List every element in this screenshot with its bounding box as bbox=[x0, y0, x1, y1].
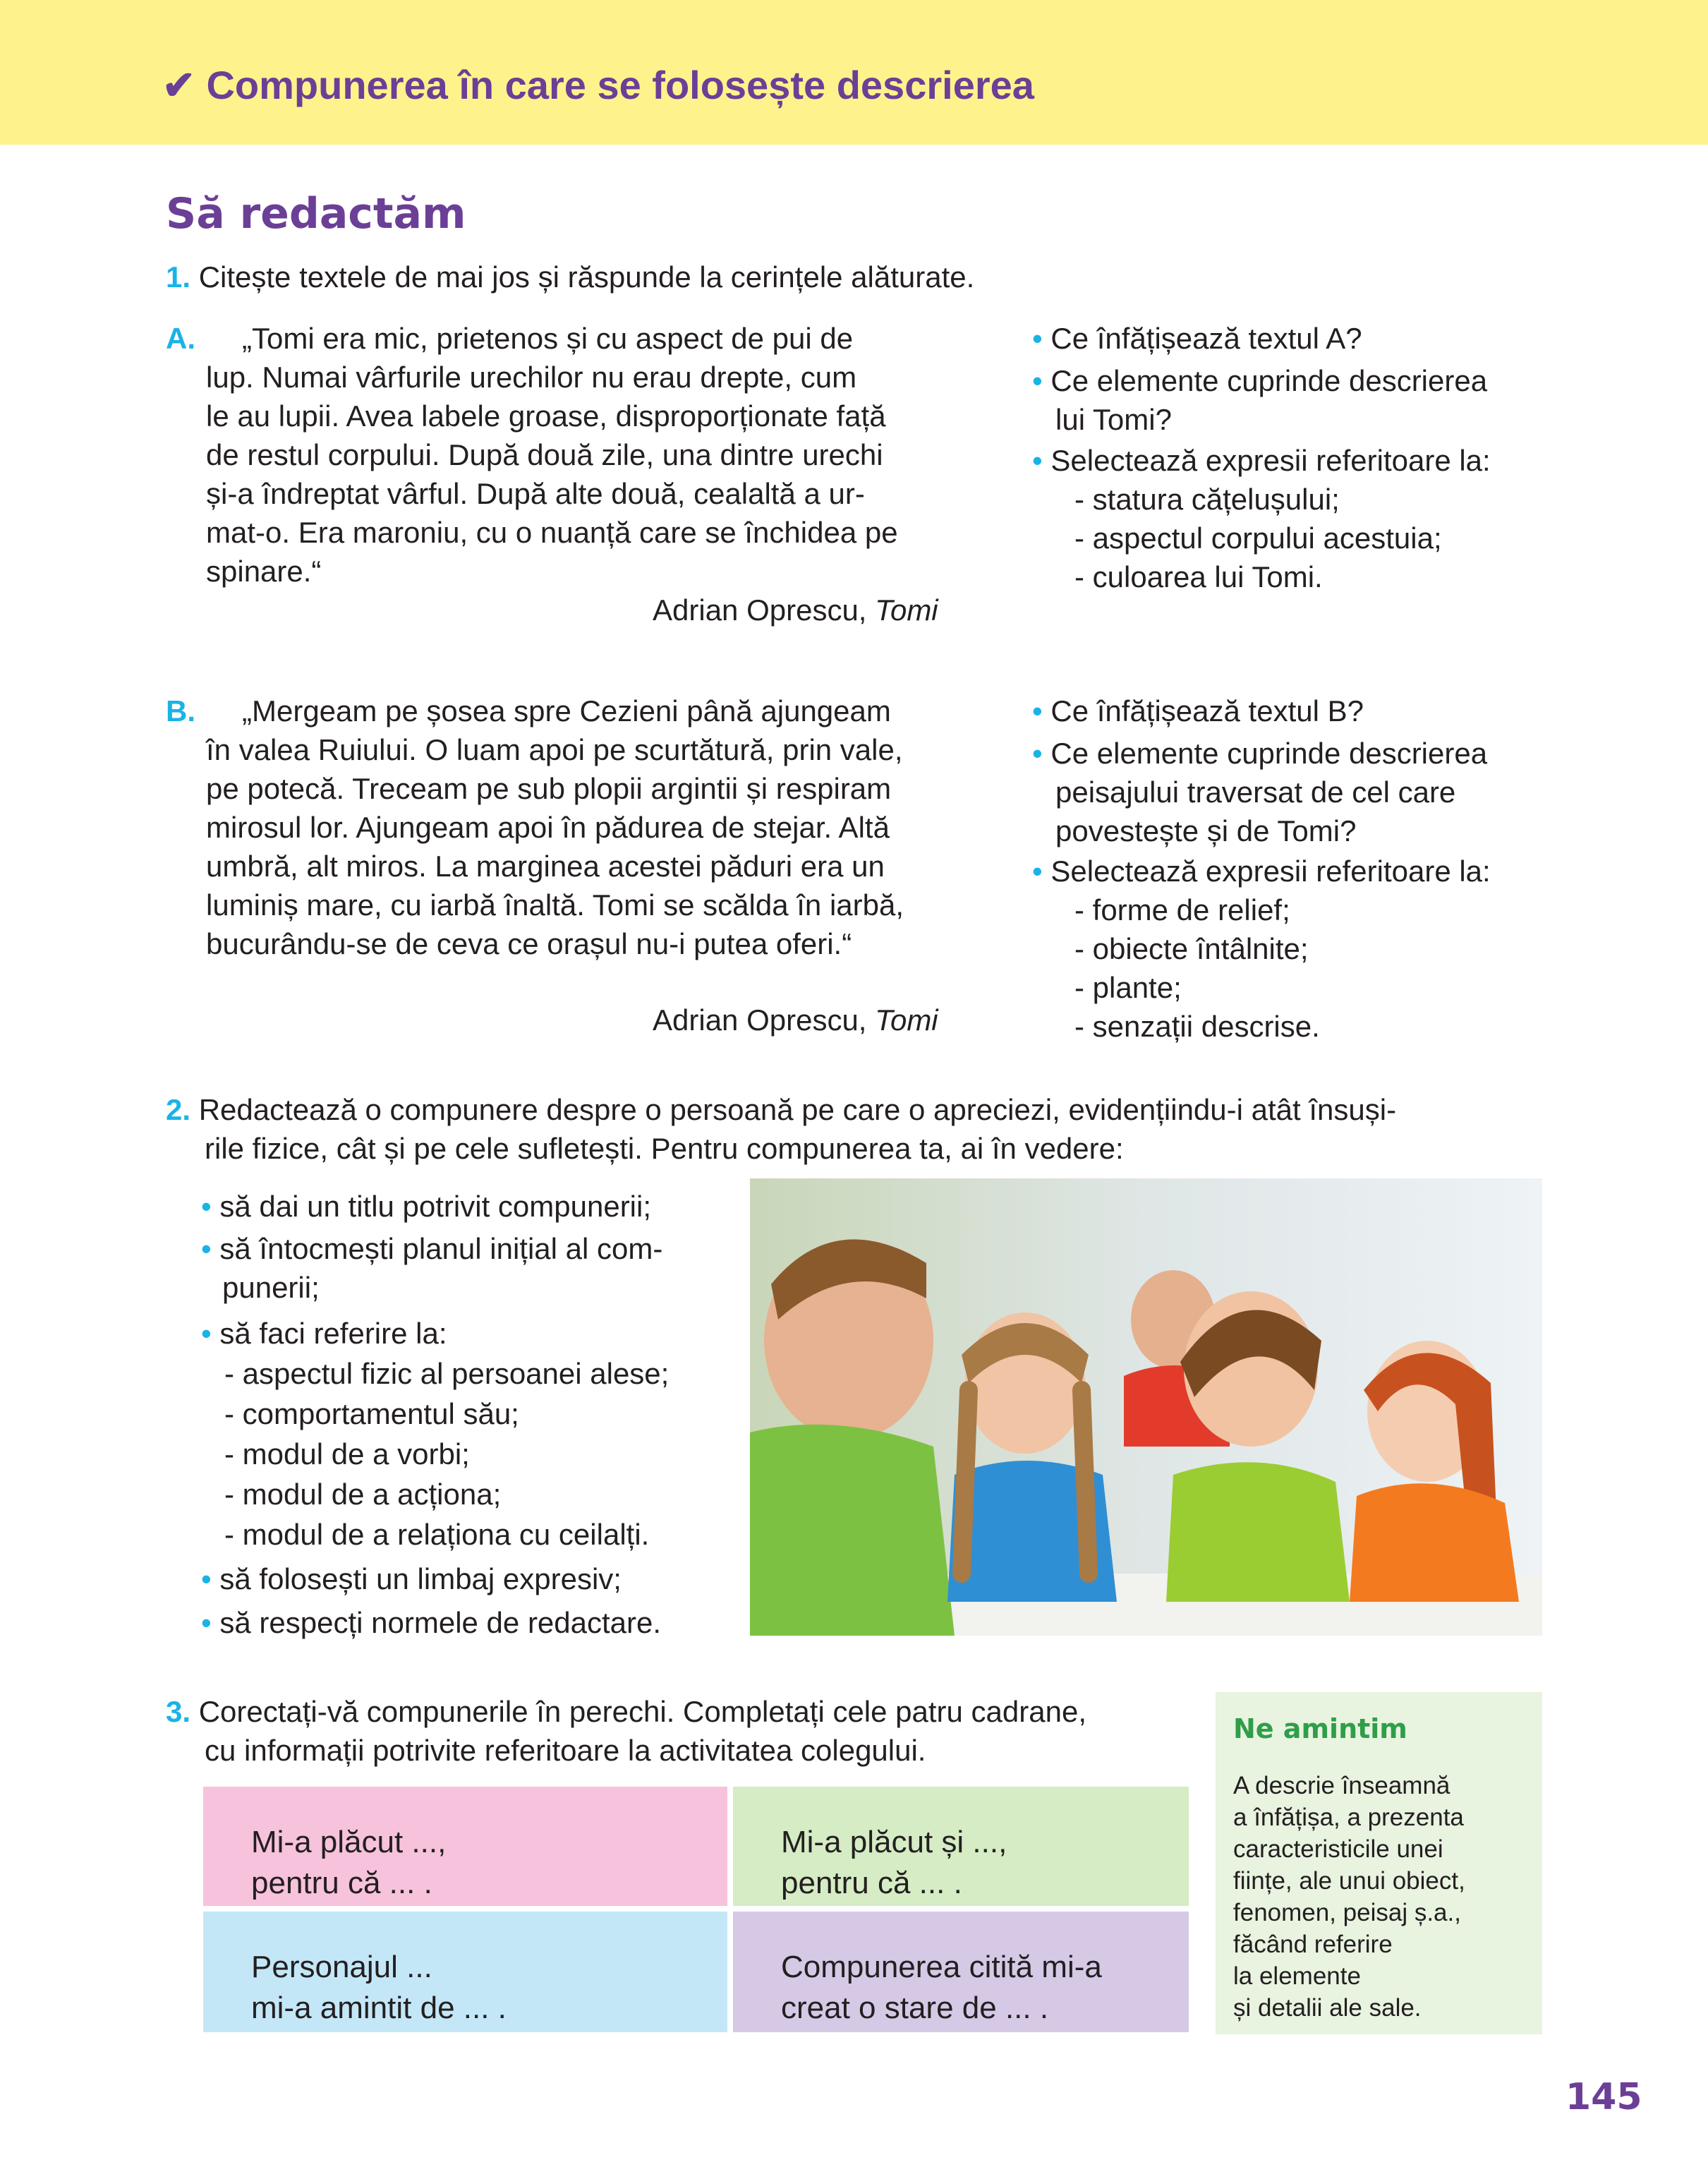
text-b-line: mirosul lor. Ajungeam apoi în pădurea de stejar. Altă bbox=[206, 811, 890, 844]
reminder-box bbox=[1216, 1692, 1542, 2034]
quadrant-text: creat o stare de ... . bbox=[781, 1991, 1049, 2025]
task2-sub-item: - comportamentul său; bbox=[224, 1397, 519, 1430]
task2-bullet: • să întocmești planul inițial al com- bbox=[201, 1232, 663, 1265]
section-title: Să redactăm bbox=[166, 189, 466, 239]
task2-bullet: • să respecți normele de redactare. bbox=[201, 1606, 662, 1639]
task2-sub-item: - modul de a vorbi; bbox=[224, 1437, 470, 1471]
text-a-line: mat-o. Era maroniu, cu o nuanță care se închidea pe bbox=[206, 516, 898, 549]
text-a-letter: A. bbox=[166, 322, 195, 355]
task2-bullet-cont: punerii; bbox=[222, 1271, 320, 1304]
quadrant-text: Personajul ... bbox=[251, 1950, 432, 1984]
question-b-1: • Ce înfățișează textul B? bbox=[1032, 694, 1364, 728]
check-icon: ✔ bbox=[162, 63, 195, 107]
page-number: 145 bbox=[1565, 2076, 1642, 2118]
task2-sub-item: - modul de a acționa; bbox=[224, 1478, 502, 1511]
task2-line: 2. Redactează o compunere despre o persoană pe care o apreciezi, evidențiindu-i atât însuși- bbox=[166, 1093, 1397, 1126]
task3-line: cu informații potrivite referitoare la activitatea colegului. bbox=[205, 1734, 926, 1767]
text-a-line: le au lupii. Avea labele groase, disproporționate față bbox=[206, 399, 886, 433]
quadrant-character[interactable] bbox=[203, 1912, 727, 2032]
text-b-line: „Mergeam pe șosea spre Cezieni până ajungeam bbox=[242, 694, 891, 728]
text-a-line: lup. Numai vârfurile urechilor nu erau drepte, cum bbox=[206, 361, 857, 394]
task2-sub-item: - modul de a relaționa cu ceilalți. bbox=[224, 1518, 650, 1551]
question-a-1: • Ce înfățișează textul A? bbox=[1032, 322, 1362, 355]
reminder-line: ființe, ale unui obiect, bbox=[1233, 1867, 1465, 1895]
quadrant-liked[interactable] bbox=[203, 1787, 727, 1906]
question-a-item: - aspectul corpului acestuia; bbox=[1074, 521, 1442, 555]
text-a-line: și-a îndreptat vârful. După alte două, cealaltă a ur- bbox=[206, 477, 865, 510]
task1-instruction: 1. Citește textele de mai jos și răspunde la cerințele alăturate. bbox=[166, 260, 975, 294]
text-b-letter: B. bbox=[166, 694, 195, 728]
text-b-line: bucurându-se de ceva ce orașul nu-i putea oferi.“ bbox=[206, 927, 852, 960]
question-b-3: • Selectează expresii referitoare la: bbox=[1032, 855, 1491, 888]
text-b-attribution: Adrian Oprescu, Tomi bbox=[653, 1003, 938, 1037]
reminder-title: Ne amintim bbox=[1233, 1713, 1407, 1744]
task2-sub-item: - aspectul fizic al persoanei alese; bbox=[224, 1357, 670, 1390]
reminder-line: și detalii ale sale. bbox=[1233, 1994, 1422, 2022]
question-b-2-cont: povestește și de Tomi? bbox=[1055, 814, 1357, 847]
text-b-line: umbră, alt miros. La marginea acestei păduri era un bbox=[206, 850, 885, 883]
task2-bullet: • să dai un titlu potrivit compunerii; bbox=[201, 1190, 652, 1223]
header-title: ✔ Compunerea în care se folosește descrierea bbox=[162, 63, 1034, 107]
question-b-item: - plante; bbox=[1074, 971, 1182, 1004]
quadrant-text: Compunerea citită mi-a bbox=[781, 1950, 1102, 1984]
reminder-line: A descrie înseamnă bbox=[1233, 1772, 1450, 1799]
question-a-2-cont: lui Tomi? bbox=[1055, 403, 1172, 436]
children-photo bbox=[750, 1178, 1542, 1636]
reminder-line: caracteristicile unei bbox=[1233, 1835, 1443, 1863]
quadrant-text: pentru că ... . bbox=[251, 1866, 432, 1900]
task2-line: rile fizice, cât și pe cele sufletești. Pentru compunerea ta, ai în vedere: bbox=[205, 1132, 1124, 1165]
text-b-line: luminiș mare, cu iarbă înaltă. Tomi se scălda în iarbă, bbox=[206, 888, 904, 922]
quadrant-liked-also[interactable] bbox=[733, 1787, 1189, 1906]
question-a-3: • Selectează expresii referitoare la: bbox=[1032, 444, 1491, 477]
task2-bullet: • să faci referire la: bbox=[201, 1317, 447, 1350]
quadrant-text: Mi-a plăcut ..., bbox=[251, 1825, 447, 1859]
text-a-line: „Tomi era mic, prietenos și cu aspect de pui de bbox=[242, 322, 854, 355]
task2-bullet: • să folosești un limbaj expresiv; bbox=[201, 1562, 622, 1595]
reminder-line: la elemente bbox=[1233, 1962, 1361, 1990]
question-b-item: - obiecte întâlnite; bbox=[1074, 932, 1309, 965]
question-b-2: • Ce elemente cuprinde descrierea bbox=[1032, 737, 1488, 770]
text-b-line: pe potecă. Treceam pe sub plopii argintii și respiram bbox=[206, 772, 892, 805]
text-b-line: în valea Ruiului. O luam apoi pe scurtătură, prin vale, bbox=[206, 733, 903, 766]
text-a-line: de restul corpului. După două zile, una dintre urechi bbox=[206, 438, 883, 471]
text-a-line: spinare.“ bbox=[206, 555, 322, 588]
reminder-line: fenomen, peisaj ș.a., bbox=[1233, 1899, 1461, 1926]
quadrant-text: mi-a amintit de ... . bbox=[251, 1991, 507, 2025]
question-b-item: - forme de relief; bbox=[1074, 893, 1290, 926]
question-b-2-cont: peisajului traversat de cel care bbox=[1055, 775, 1456, 809]
question-b-item: - senzații descrise. bbox=[1074, 1010, 1320, 1043]
question-a-2: • Ce elemente cuprinde descrierea bbox=[1032, 364, 1488, 397]
question-a-item: - culoarea lui Tomi. bbox=[1074, 560, 1323, 593]
quadrant-mood[interactable] bbox=[733, 1912, 1189, 2032]
text-a-attribution: Adrian Oprescu, Tomi bbox=[653, 593, 938, 627]
reminder-line: a înfățișa, a prezenta bbox=[1233, 1804, 1464, 1831]
quadrant-text: Mi-a plăcut și ..., bbox=[781, 1825, 1007, 1859]
question-a-item: - statura cățelușului; bbox=[1074, 483, 1340, 516]
reminder-line: făcând referire bbox=[1233, 1931, 1393, 1958]
quadrant-text: pentru că ... . bbox=[781, 1866, 962, 1900]
task3-line: 3. Corectați-vă compunerile în perechi. Completați cele patru cadrane, bbox=[166, 1695, 1087, 1728]
